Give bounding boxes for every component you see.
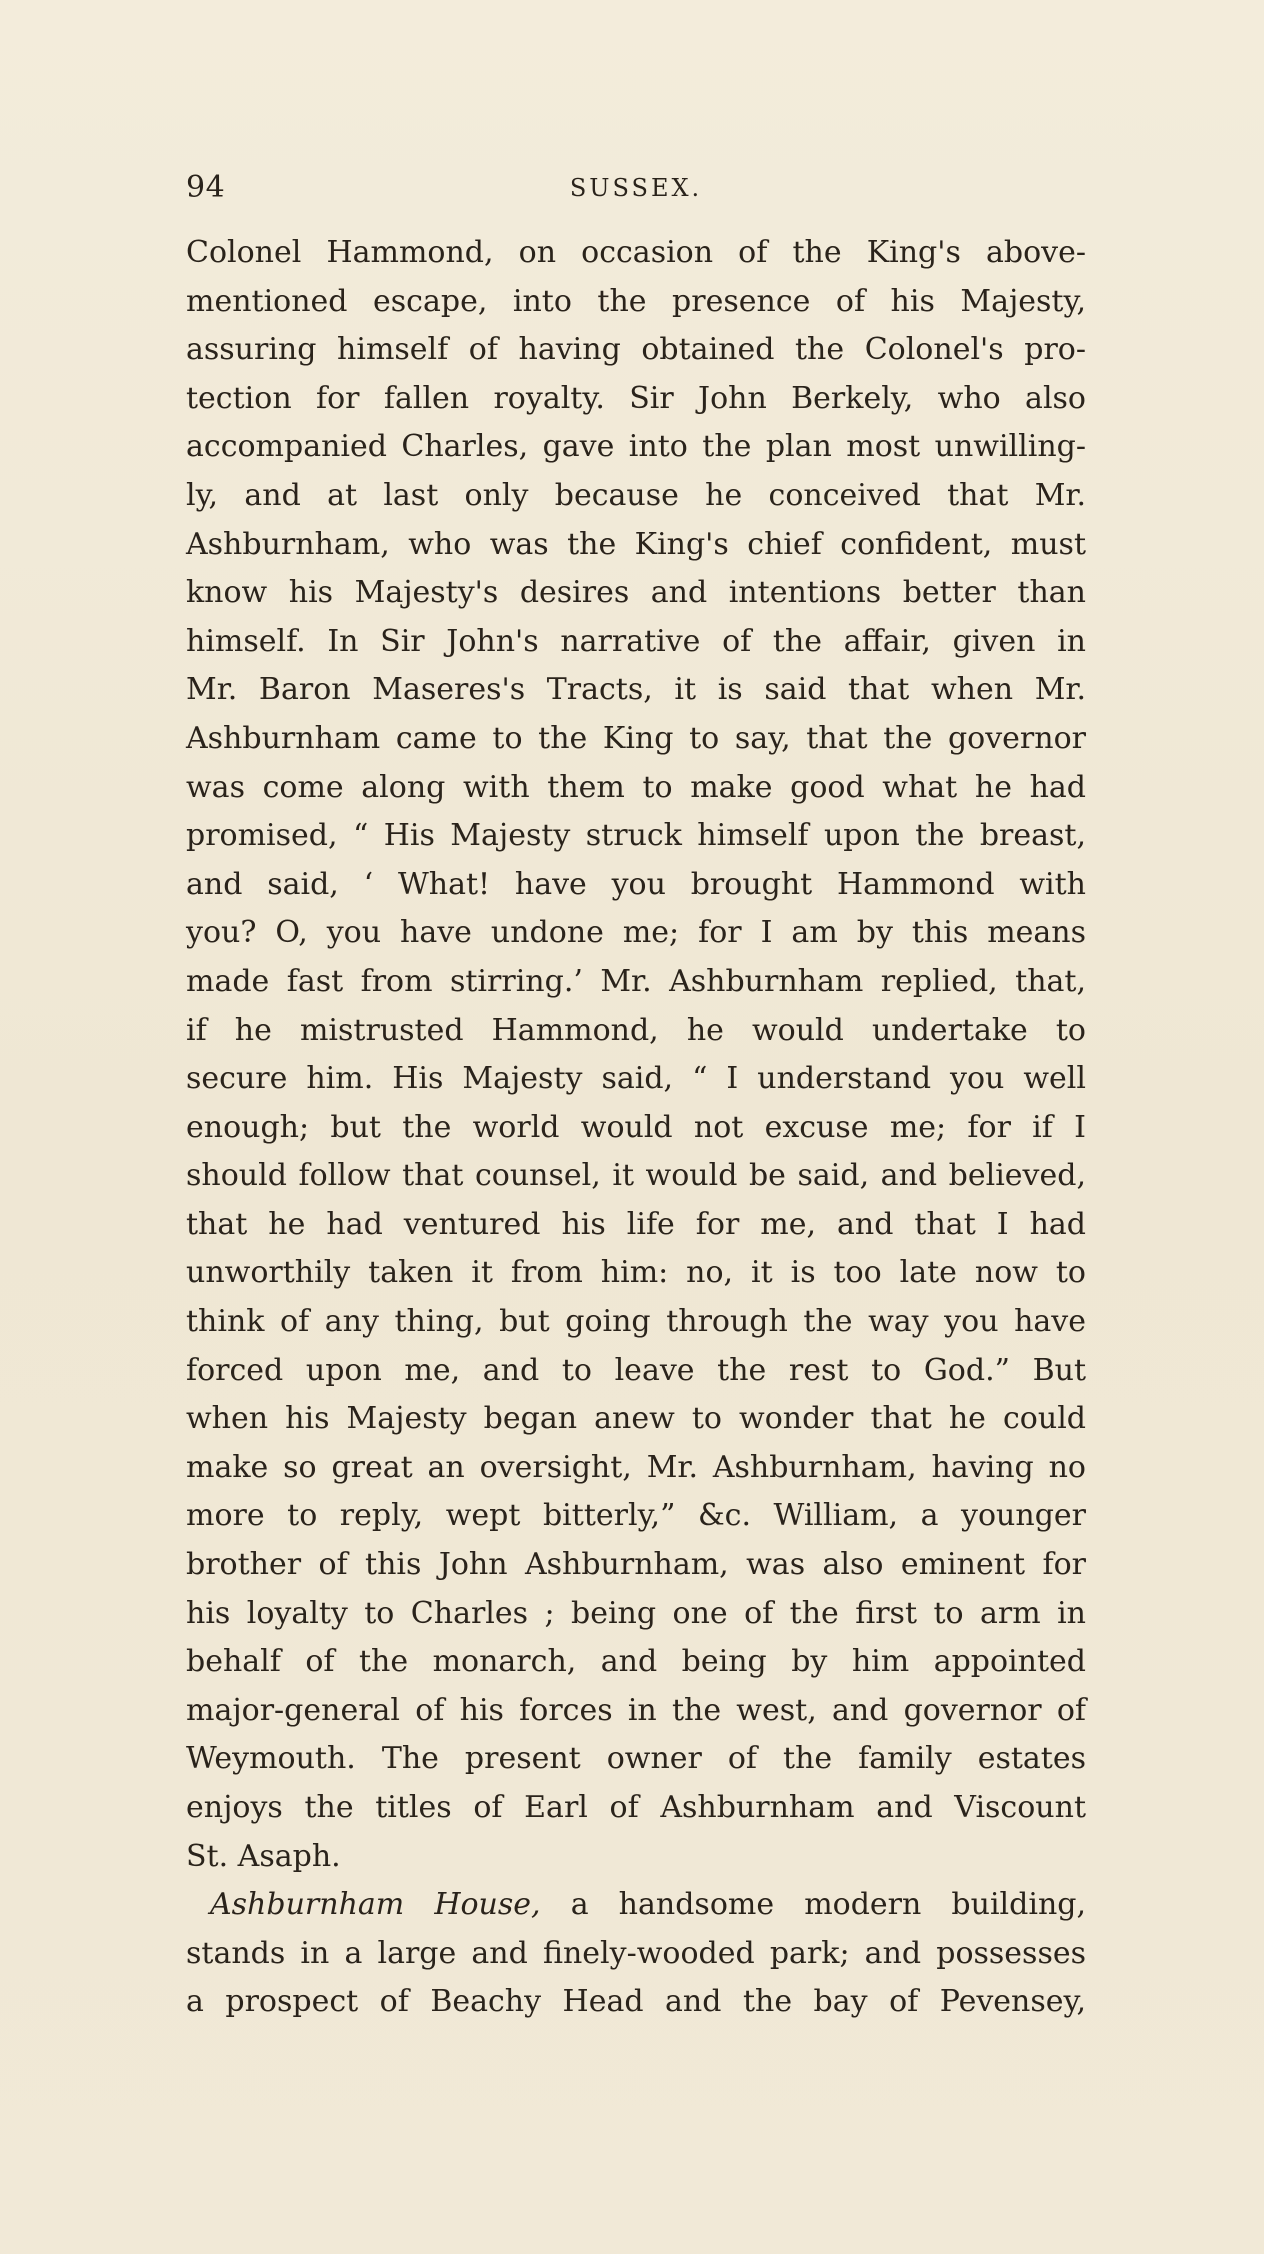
text-line: Weymouth. The present owner of the family estates [186,1741,1086,1777]
text-line: Mr. Baron Maseres's Tracts, it is said that when Mr. [186,672,1086,708]
text-line: when his Majesty began anew to wonder that he could [186,1401,1086,1437]
text-line: you? O, you have undone me; for I am by this means [186,915,1086,951]
text-line: that he had ventured his life for me, and that I had [186,1206,1086,1242]
text-line: promised, “ His Majesty struck himself upon the breast, [186,818,1086,854]
text-fragment: a handsome modern building, [540,1887,1087,1923]
text-line: accompanied Charles, gave into the plan most unwilling- [186,429,1086,465]
text-line: made fast from stirring.’ Mr. Ashburnham replied, that, [186,963,1086,999]
text-line: stands in a large and finely-wooded park; and possesses [186,1935,1086,1971]
text-line: Ashburnham came to the King to say, that the governor [186,720,1086,756]
text-line: and said, ‘ What! have you brought Hammond with [186,866,1086,902]
running-head: SUSSEX. [569,174,703,202]
text-line: Colonel Hammond, on occasion of the King's above- [186,235,1086,270]
text-line: know his Majesty's desires and intentions better than [186,575,1086,611]
text-line: behalf of the monarch, and being by him appointed [186,1644,1086,1680]
text-line: forced upon me, and to leave the rest to God.” But [186,1352,1086,1388]
text-line: if he mistrusted Hammond, he would undertake to [186,1012,1086,1048]
text-line: more to reply, wept bitterly,” &c. William, a younger [186,1498,1086,1534]
text-line: Ashburnham, who was the King's chief confident, must [186,526,1086,562]
text-line: brother of this John Ashburnham, was also eminent for [186,1547,1086,1583]
text-line: mentioned escape, into the presence of his Majesty, [186,283,1086,319]
text-line: enjoys the titles of Earl of Ashburnham and Viscount [186,1790,1086,1825]
body-text [186,229,1086,2027]
text-line: think of any thing, but going through the way you have [186,1304,1086,1340]
text-line: tection for fallen royalty. Sir John Berkely, who also [186,380,1086,416]
text-line: unworthily taken it from him: no, it is too late now to [186,1255,1086,1291]
text-line: was come along with them to make good what he had [186,769,1086,805]
page-number: 94 [186,170,226,205]
page-header [186,168,1086,212]
text-line: make so great an oversight, Mr. Ashburnham, having no [186,1449,1086,1485]
text-line: enough; but the world would not excuse me; for if I [186,1109,1086,1145]
paragraph-2 [186,1881,1086,2027]
italic-place-name: Ashburnham House, [210,1887,541,1923]
text-line: major-general of his forces in the west, and governor of [186,1692,1086,1728]
text-line: secure him. His Majesty said, “ I understand you well [186,1061,1086,1097]
text-line: himself. In Sir John's narrative of the affair, given in [186,623,1086,659]
text-line: St. Asaph. [186,1838,341,1874]
text-line: assuring himself of having obtained the Colonel's pro- [186,332,1086,368]
paragraph-1 [186,229,1086,1881]
text-line: should follow that counsel, it would be said, and believed, [186,1158,1086,1194]
text-line: a prospect of Beachy Head and the bay of Pevensey, [186,1984,1086,2020]
text-line [186,1881,1086,1930]
text-line: ly, and at last only because he conceived that Mr. [186,477,1086,513]
text-line: his loyalty to Charles ; being one of the first to arm in [186,1595,1086,1631]
